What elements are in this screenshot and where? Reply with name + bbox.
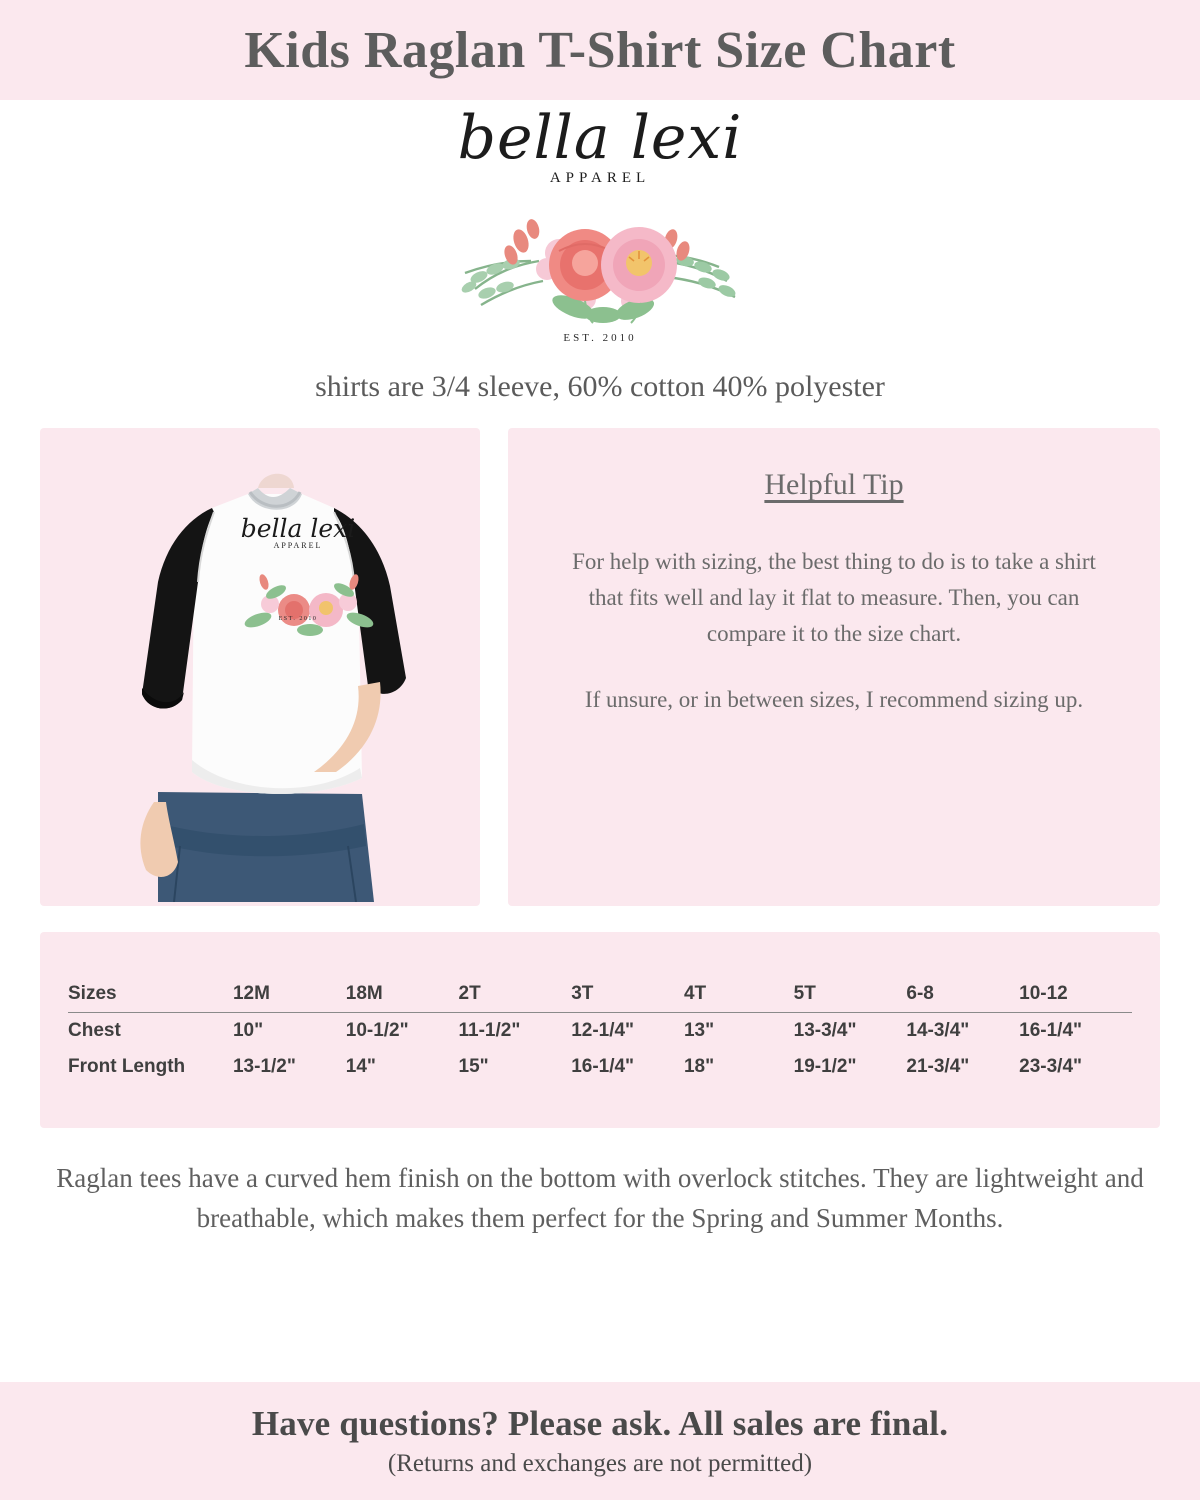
established-text: EST. 2010 bbox=[563, 332, 637, 344]
table-header-col-0: 12M bbox=[232, 983, 270, 1004]
fabric-note: shirts are 3/4 sleeve, 60% cotton 40% polyester bbox=[315, 370, 885, 403]
table-row bbox=[68, 1013, 1132, 1050]
table-header-col-3: 3T bbox=[571, 983, 594, 1004]
size-chart-header bbox=[68, 976, 1132, 1013]
footer-questions-text: Have questions? Please ask. All sales are final. bbox=[251, 1404, 949, 1443]
floral-bouquet-icon bbox=[435, 181, 765, 336]
front-length-5t: 19-1/2" bbox=[793, 1056, 857, 1077]
mid-section bbox=[0, 404, 1200, 906]
row-label-chest: Chest bbox=[68, 1020, 121, 1041]
table-header-col-5: 5T bbox=[793, 983, 816, 1004]
brand-logo bbox=[0, 100, 1200, 368]
helpful-tip-paragraph-2: If unsure, or in between sizes, I recommend sizing up. bbox=[584, 687, 1084, 712]
brand-name-script: bella lexi bbox=[457, 103, 743, 173]
table-header-col-7: 10-12 bbox=[1019, 983, 1068, 1004]
footer-band bbox=[0, 1382, 1200, 1500]
chest-6-8: 14-3/4" bbox=[906, 1020, 970, 1041]
front-length-4t: 18" bbox=[683, 1056, 715, 1077]
helpful-tip-body bbox=[554, 544, 1114, 718]
table-row bbox=[68, 1049, 1132, 1085]
product-photo-card bbox=[40, 428, 480, 906]
chest-10-12: 16-1/4" bbox=[1019, 1020, 1083, 1041]
table-header-col-6: 6-8 bbox=[906, 983, 934, 1004]
table-header-col-1: 18M bbox=[345, 983, 383, 1004]
chest-print-subtitle: APPAREL bbox=[273, 541, 323, 550]
chest-3t: 12-1/4" bbox=[571, 1020, 635, 1041]
helpful-tip-paragraph-1: For help with sizing, the best thing to do is to take a shirt that fits well and lay it flat to measure. Then, you can compare it to the size chart. bbox=[572, 549, 1096, 646]
front-length-2t: 15" bbox=[458, 1056, 489, 1077]
product-description: Raglan tees have a curved hem finish on the bottom with overlock stitches. They are lightweight and breathable, which makes them perfect for the Spring and Summer Months. bbox=[56, 1163, 1144, 1233]
brand-name-subtitle: APPAREL bbox=[549, 170, 651, 186]
header-band bbox=[0, 0, 1200, 100]
front-length-12m: 13-1/2" bbox=[232, 1056, 296, 1077]
front-length-3t: 16-1/4" bbox=[571, 1056, 635, 1077]
chest-18m: 10-1/2" bbox=[345, 1020, 409, 1041]
chest-2t: 11-1/2" bbox=[458, 1020, 521, 1041]
front-length-6-8: 21-3/4" bbox=[906, 1056, 970, 1077]
table-header-sizes: Sizes bbox=[68, 983, 117, 1004]
front-length-10-12: 23-3/4" bbox=[1019, 1056, 1083, 1077]
chest-5t: 13-3/4" bbox=[793, 1020, 857, 1041]
size-chart-card bbox=[40, 932, 1160, 1128]
table-header-col-4: 4T bbox=[683, 983, 707, 1004]
raglan-shirt-illustration bbox=[62, 442, 462, 902]
front-length-18m: 14" bbox=[345, 1056, 376, 1077]
chest-12m: 10" bbox=[232, 1020, 264, 1041]
table-header-col-2: 2T bbox=[458, 983, 481, 1004]
size-chart-table bbox=[68, 976, 1132, 1085]
row-label-front-length: Front Length bbox=[68, 1056, 186, 1077]
helpful-tip-card bbox=[508, 428, 1160, 906]
page-title: Kids Raglan T-Shirt Size Chart bbox=[244, 21, 956, 79]
chest-print-script: bella lexi bbox=[240, 514, 356, 543]
footer-returns-note: (Returns and exchanges are not permitted) bbox=[387, 1450, 813, 1477]
size-chart-body bbox=[68, 1013, 1132, 1086]
chest-print-established: EST. 2010 bbox=[278, 616, 318, 622]
chest-4t: 13" bbox=[683, 1020, 715, 1041]
table-header-row bbox=[68, 976, 1132, 1013]
helpful-tip-title: Helpful Tip bbox=[764, 468, 904, 501]
